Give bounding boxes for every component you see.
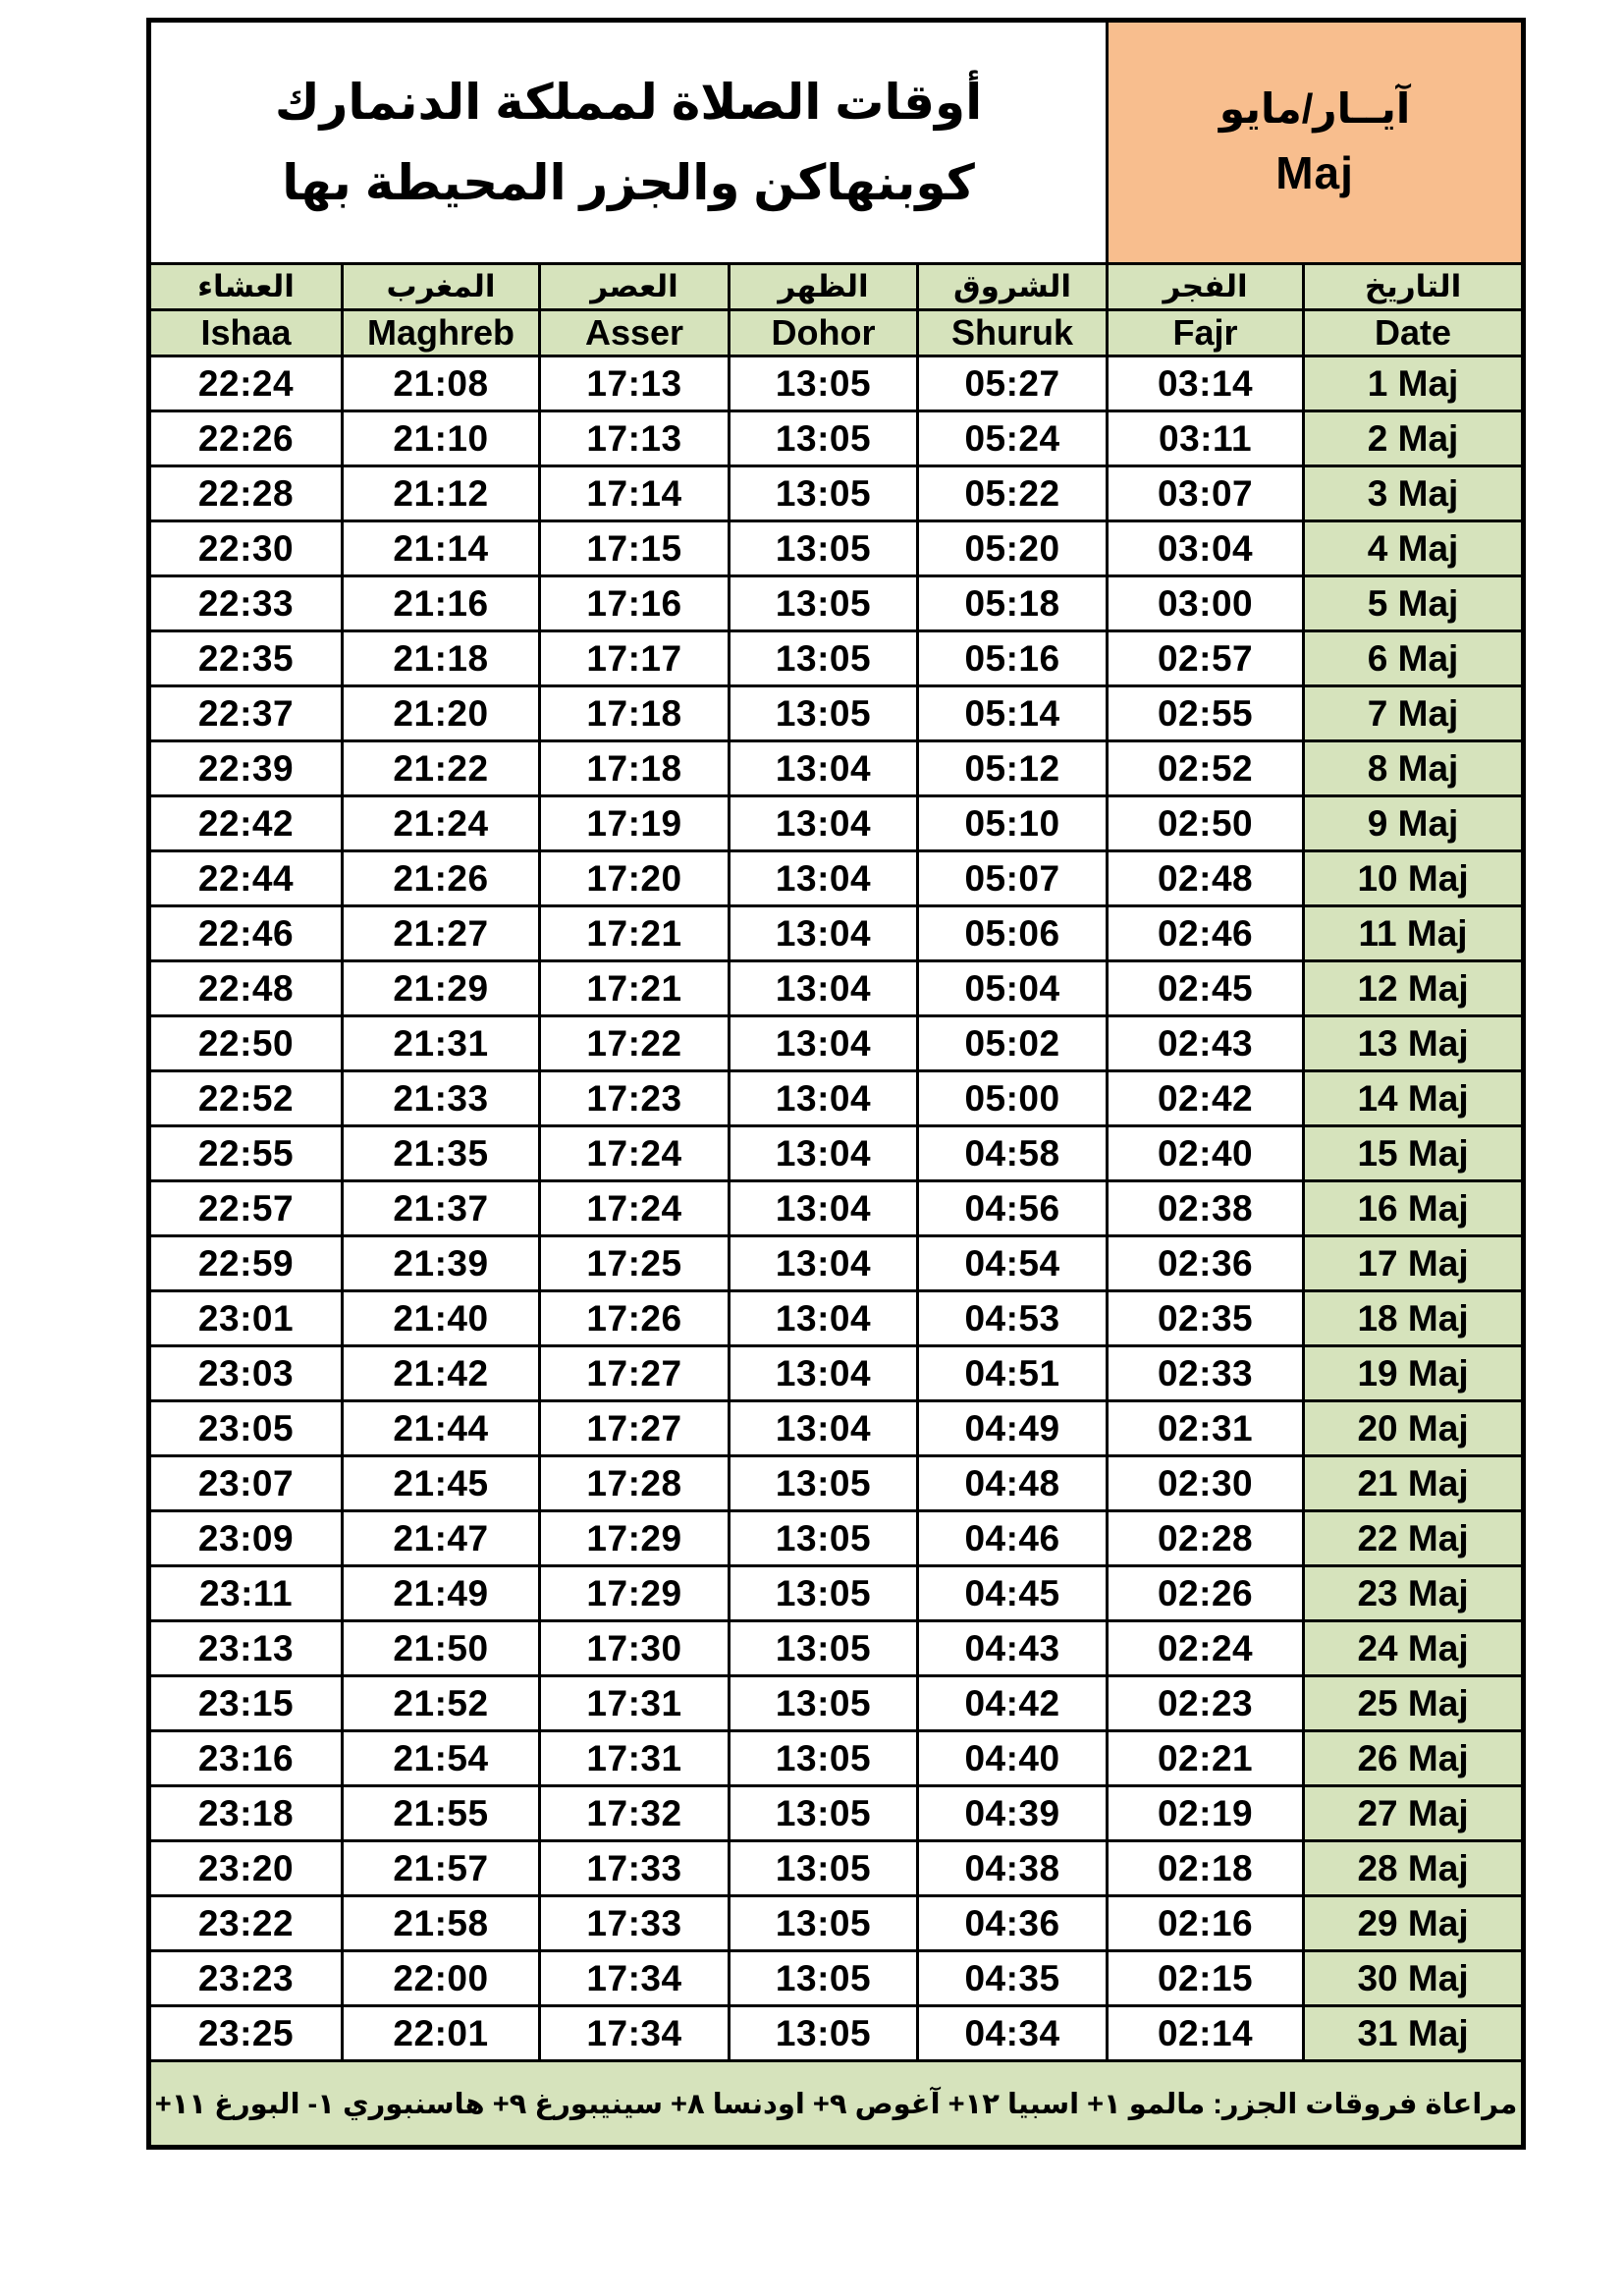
table-row: [149, 1896, 1524, 1951]
cell-maghreb: 21:20: [343, 686, 540, 741]
cell-shuruk: 04:38: [918, 1841, 1108, 1896]
header-arabic-ishaa: العشاء: [149, 264, 343, 310]
cell-ishaa: 22:57: [149, 1181, 343, 1236]
cell-date: 13 Maj: [1304, 1016, 1524, 1071]
cell-dohor: 13:05: [730, 1896, 918, 1951]
cell-asser: 17:24: [540, 1181, 730, 1236]
cell-asser: 17:31: [540, 1731, 730, 1786]
cell-shuruk: 04:58: [918, 1126, 1108, 1181]
cell-shuruk: 04:48: [918, 1456, 1108, 1511]
cell-dohor: 13:04: [730, 906, 918, 961]
header-english-ishaa: Ishaa: [149, 310, 343, 356]
cell-shuruk: 05:06: [918, 906, 1108, 961]
cell-ishaa: 22:50: [149, 1016, 343, 1071]
cell-asser: 17:33: [540, 1841, 730, 1896]
cell-shuruk: 05:14: [918, 686, 1108, 741]
cell-ishaa: 23:20: [149, 1841, 343, 1896]
table-row: [149, 356, 1524, 411]
cell-date: 3 Maj: [1304, 466, 1524, 521]
table-row: [149, 411, 1524, 466]
cell-asser: 17:14: [540, 466, 730, 521]
cell-date: 7 Maj: [1304, 686, 1524, 741]
table-row: [149, 466, 1524, 521]
cell-maghreb: 21:16: [343, 576, 540, 631]
cell-date: 10 Maj: [1304, 851, 1524, 906]
header-row-arabic: [149, 264, 1524, 310]
cell-date: 18 Maj: [1304, 1291, 1524, 1346]
cell-maghreb: 21:37: [343, 1181, 540, 1236]
table-row: [149, 1676, 1524, 1731]
cell-date: 20 Maj: [1304, 1401, 1524, 1456]
cell-asser: 17:18: [540, 686, 730, 741]
cell-ishaa: 22:42: [149, 796, 343, 851]
table-row: [149, 1181, 1524, 1236]
cell-maghreb: 21:27: [343, 906, 540, 961]
cell-dohor: 13:05: [730, 1511, 918, 1566]
cell-shuruk: 04:39: [918, 1786, 1108, 1841]
cell-ishaa: 23:18: [149, 1786, 343, 1841]
cell-date: 8 Maj: [1304, 741, 1524, 796]
cell-dohor: 13:05: [730, 1951, 918, 2006]
cell-maghreb: 21:57: [343, 1841, 540, 1896]
header-arabic-shuruk: الشروق: [918, 264, 1108, 310]
cell-maghreb: 21:08: [343, 356, 540, 411]
cell-asser: 17:22: [540, 1016, 730, 1071]
cell-fajr: 02:21: [1108, 1731, 1304, 1786]
cell-dohor: 13:05: [730, 2006, 918, 2061]
cell-shuruk: 04:42: [918, 1676, 1108, 1731]
cell-shuruk: 05:18: [918, 576, 1108, 631]
cell-ishaa: 22:59: [149, 1236, 343, 1291]
cell-fajr: 03:14: [1108, 356, 1304, 411]
cell-fajr: 02:50: [1108, 796, 1304, 851]
cell-date: 27 Maj: [1304, 1786, 1524, 1841]
cell-maghreb: 21:10: [343, 411, 540, 466]
cell-maghreb: 22:01: [343, 2006, 540, 2061]
cell-shuruk: 04:56: [918, 1181, 1108, 1236]
table-row: [149, 1511, 1524, 1566]
cell-date: 23 Maj: [1304, 1566, 1524, 1621]
prayer-times-table: [146, 18, 1526, 2150]
table-row: [149, 686, 1524, 741]
cell-dohor: 13:05: [730, 576, 918, 631]
cell-fajr: 02:24: [1108, 1621, 1304, 1676]
cell-ishaa: 22:52: [149, 1071, 343, 1126]
cell-maghreb: 21:55: [343, 1786, 540, 1841]
title-line-2: كوبنهاكن والجزر المحيطة بها: [282, 155, 975, 210]
cell-date: 17 Maj: [1304, 1236, 1524, 1291]
cell-fajr: 02:23: [1108, 1676, 1304, 1731]
table-title: [149, 21, 1108, 264]
cell-asser: 17:30: [540, 1621, 730, 1676]
header-english-asser: Asser: [540, 310, 730, 356]
cell-ishaa: 23:09: [149, 1511, 343, 1566]
cell-shuruk: 04:45: [918, 1566, 1108, 1621]
cell-date: 29 Maj: [1304, 1896, 1524, 1951]
cell-dohor: 13:04: [730, 1126, 918, 1181]
cell-fajr: 02:55: [1108, 686, 1304, 741]
cell-ishaa: 22:26: [149, 411, 343, 466]
header-arabic-asser: العصر: [540, 264, 730, 310]
cell-fajr: 02:36: [1108, 1236, 1304, 1291]
cell-date: 16 Maj: [1304, 1181, 1524, 1236]
cell-maghreb: 21:26: [343, 851, 540, 906]
cell-ishaa: 22:48: [149, 961, 343, 1016]
table-row: [149, 1236, 1524, 1291]
cell-maghreb: 21:31: [343, 1016, 540, 1071]
table-row: [149, 1731, 1524, 1786]
cell-asser: 17:26: [540, 1291, 730, 1346]
cell-shuruk: 04:49: [918, 1401, 1108, 1456]
cell-date: 22 Maj: [1304, 1511, 1524, 1566]
table-row: [149, 1456, 1524, 1511]
cell-shuruk: 05:12: [918, 741, 1108, 796]
cell-fajr: 02:52: [1108, 741, 1304, 796]
cell-fajr: 03:04: [1108, 521, 1304, 576]
cell-date: 28 Maj: [1304, 1841, 1524, 1896]
cell-maghreb: 21:54: [343, 1731, 540, 1786]
cell-fajr: 02:14: [1108, 2006, 1304, 2061]
cell-shuruk: 05:16: [918, 631, 1108, 686]
cell-maghreb: 21:45: [343, 1456, 540, 1511]
cell-asser: 17:29: [540, 1566, 730, 1621]
table-row: [149, 796, 1524, 851]
cell-dohor: 13:04: [730, 1401, 918, 1456]
header-english-shuruk: Shuruk: [918, 310, 1108, 356]
cell-dohor: 13:05: [730, 631, 918, 686]
cell-dohor: 13:05: [730, 1456, 918, 1511]
cell-asser: 17:21: [540, 906, 730, 961]
cell-dohor: 13:04: [730, 1236, 918, 1291]
table-row: [149, 1401, 1524, 1456]
cell-maghreb: 21:12: [343, 466, 540, 521]
cell-shuruk: 04:54: [918, 1236, 1108, 1291]
cell-maghreb: 21:18: [343, 631, 540, 686]
cell-dohor: 13:05: [730, 1676, 918, 1731]
title-row: [149, 21, 1524, 264]
cell-ishaa: 23:07: [149, 1456, 343, 1511]
cell-date: 4 Maj: [1304, 521, 1524, 576]
cell-fajr: 02:18: [1108, 1841, 1304, 1896]
cell-fajr: 02:28: [1108, 1511, 1304, 1566]
cell-ishaa: 22:37: [149, 686, 343, 741]
table-row: [149, 1291, 1524, 1346]
cell-maghreb: 21:29: [343, 961, 540, 1016]
cell-maghreb: 21:44: [343, 1401, 540, 1456]
header-arabic-fajr: الفجر: [1108, 264, 1304, 310]
header-row-english: [149, 310, 1524, 356]
header-arabic-dohor: الظهر: [730, 264, 918, 310]
cell-maghreb: 21:14: [343, 521, 540, 576]
cell-dohor: 13:04: [730, 961, 918, 1016]
table-row: [149, 2006, 1524, 2061]
cell-date: 30 Maj: [1304, 1951, 1524, 2006]
prayer-timetable-sheet: [146, 18, 1526, 2150]
cell-asser: 17:34: [540, 1951, 730, 2006]
cell-maghreb: 21:39: [343, 1236, 540, 1291]
cell-date: 5 Maj: [1304, 576, 1524, 631]
table-row: [149, 631, 1524, 686]
cell-shuruk: 04:35: [918, 1951, 1108, 2006]
cell-asser: 17:20: [540, 851, 730, 906]
cell-fajr: 02:19: [1108, 1786, 1304, 1841]
cell-fajr: 02:45: [1108, 961, 1304, 1016]
cell-fajr: 02:31: [1108, 1401, 1304, 1456]
cell-ishaa: 22:44: [149, 851, 343, 906]
cell-dohor: 13:05: [730, 1841, 918, 1896]
cell-dohor: 13:05: [730, 1731, 918, 1786]
cell-asser: 17:16: [540, 576, 730, 631]
cell-shuruk: 05:24: [918, 411, 1108, 466]
cell-ishaa: 23:13: [149, 1621, 343, 1676]
table-row: [149, 1016, 1524, 1071]
cell-fajr: 02:16: [1108, 1896, 1304, 1951]
cell-shuruk: 05:10: [918, 796, 1108, 851]
cell-dohor: 13:04: [730, 1346, 918, 1401]
cell-shuruk: 05:07: [918, 851, 1108, 906]
table-row: [149, 1786, 1524, 1841]
cell-maghreb: 21:33: [343, 1071, 540, 1126]
cell-ishaa: 23:11: [149, 1566, 343, 1621]
cell-ishaa: 22:55: [149, 1126, 343, 1181]
cell-asser: 17:33: [540, 1896, 730, 1951]
cell-date: 19 Maj: [1304, 1346, 1524, 1401]
cell-ishaa: 22:35: [149, 631, 343, 686]
cell-date: 2 Maj: [1304, 411, 1524, 466]
cell-dohor: 13:04: [730, 1181, 918, 1236]
cell-fajr: 03:00: [1108, 576, 1304, 631]
cell-maghreb: 21:52: [343, 1676, 540, 1731]
header-arabic-date: التاريخ: [1304, 264, 1524, 310]
cell-fajr: 03:11: [1108, 411, 1304, 466]
cell-maghreb: 21:35: [343, 1126, 540, 1181]
table-row: [149, 576, 1524, 631]
header-arabic-maghreb: المغرب: [343, 264, 540, 310]
cell-date: 25 Maj: [1304, 1676, 1524, 1731]
cell-shuruk: 05:04: [918, 961, 1108, 1016]
cell-asser: 17:31: [540, 1676, 730, 1731]
month-cell: [1108, 21, 1524, 264]
cell-dohor: 13:05: [730, 686, 918, 741]
cell-asser: 17:28: [540, 1456, 730, 1511]
cell-ishaa: 23:01: [149, 1291, 343, 1346]
cell-ishaa: 23:22: [149, 1896, 343, 1951]
table-row: [149, 741, 1524, 796]
cell-shuruk: 04:43: [918, 1621, 1108, 1676]
cell-date: 6 Maj: [1304, 631, 1524, 686]
cell-dohor: 13:04: [730, 851, 918, 906]
cell-date: 14 Maj: [1304, 1071, 1524, 1126]
month-name-latin: Maj: [1275, 147, 1354, 198]
cell-fajr: 02:57: [1108, 631, 1304, 686]
table-row: [149, 1346, 1524, 1401]
cell-shuruk: 05:20: [918, 521, 1108, 576]
cell-shuruk: 04:51: [918, 1346, 1108, 1401]
table-row: [149, 1126, 1524, 1181]
cell-fajr: 02:43: [1108, 1016, 1304, 1071]
cell-ishaa: 22:28: [149, 466, 343, 521]
table-row: [149, 906, 1524, 961]
cell-maghreb: 21:22: [343, 741, 540, 796]
cell-date: 11 Maj: [1304, 906, 1524, 961]
cell-maghreb: 21:49: [343, 1566, 540, 1621]
cell-maghreb: 21:40: [343, 1291, 540, 1346]
cell-maghreb: 21:24: [343, 796, 540, 851]
cell-dohor: 13:05: [730, 356, 918, 411]
cell-date: 12 Maj: [1304, 961, 1524, 1016]
table-row: [149, 1841, 1524, 1896]
table-row: [149, 1621, 1524, 1676]
cell-dohor: 13:04: [730, 741, 918, 796]
cell-ishaa: 23:16: [149, 1731, 343, 1786]
header-english-date: Date: [1304, 310, 1524, 356]
cell-dohor: 13:05: [730, 411, 918, 466]
cell-asser: 17:13: [540, 356, 730, 411]
cell-date: 1 Maj: [1304, 356, 1524, 411]
cell-date: 26 Maj: [1304, 1731, 1524, 1786]
cell-fajr: 02:48: [1108, 851, 1304, 906]
cell-fajr: 03:07: [1108, 466, 1304, 521]
cell-maghreb: 21:47: [343, 1511, 540, 1566]
cell-maghreb: 21:58: [343, 1896, 540, 1951]
cell-date: 21 Maj: [1304, 1456, 1524, 1511]
cell-shuruk: 04:34: [918, 2006, 1108, 2061]
cell-shuruk: 05:00: [918, 1071, 1108, 1126]
cell-ishaa: 23:25: [149, 2006, 343, 2061]
cell-asser: 17:13: [540, 411, 730, 466]
cell-asser: 17:21: [540, 961, 730, 1016]
cell-asser: 17:15: [540, 521, 730, 576]
cell-shuruk: 04:46: [918, 1511, 1108, 1566]
cell-dohor: 13:05: [730, 1566, 918, 1621]
cell-shuruk: 04:36: [918, 1896, 1108, 1951]
cell-date: 31 Maj: [1304, 2006, 1524, 2061]
cell-fajr: 02:33: [1108, 1346, 1304, 1401]
cell-shuruk: 05:27: [918, 356, 1108, 411]
cell-ishaa: 23:05: [149, 1401, 343, 1456]
header-english-dohor: Dohor: [730, 310, 918, 356]
table-row: [149, 1071, 1524, 1126]
cell-dohor: 13:05: [730, 521, 918, 576]
cell-dohor: 13:04: [730, 1291, 918, 1346]
table-row: [149, 521, 1524, 576]
footer-note: مراعاة فروقات الجزر: مالمو ١+ اسبيا ١٢+ آغوص ٩+ اودنسا ٨+ سينيبورغ ٩+ هاسنبوري ١- البورغ ١١+: [149, 2061, 1524, 2148]
cell-ishaa: 22:33: [149, 576, 343, 631]
cell-ishaa: 22:39: [149, 741, 343, 796]
month-name-arabic: آيــار/مايو: [1218, 85, 1411, 132]
cell-fajr: 02:42: [1108, 1071, 1304, 1126]
cell-fajr: 02:30: [1108, 1456, 1304, 1511]
header-english-fajr: Fajr: [1108, 310, 1304, 356]
cell-ishaa: 22:24: [149, 356, 343, 411]
cell-asser: 17:27: [540, 1401, 730, 1456]
cell-asser: 17:24: [540, 1126, 730, 1181]
cell-fajr: 02:26: [1108, 1566, 1304, 1621]
cell-shuruk: 04:53: [918, 1291, 1108, 1346]
cell-dohor: 13:04: [730, 1071, 918, 1126]
cell-asser: 17:32: [540, 1786, 730, 1841]
cell-shuruk: 04:40: [918, 1731, 1108, 1786]
cell-fajr: 02:40: [1108, 1126, 1304, 1181]
cell-date: 9 Maj: [1304, 796, 1524, 851]
cell-fajr: 02:46: [1108, 906, 1304, 961]
cell-dohor: 13:05: [730, 1786, 918, 1841]
cell-fajr: 02:15: [1108, 1951, 1304, 2006]
table-row: [149, 851, 1524, 906]
header-english-maghreb: Maghreb: [343, 310, 540, 356]
cell-asser: 17:23: [540, 1071, 730, 1126]
cell-ishaa: 23:03: [149, 1346, 343, 1401]
cell-dohor: 13:05: [730, 1621, 918, 1676]
cell-asser: 17:25: [540, 1236, 730, 1291]
cell-date: 15 Maj: [1304, 1126, 1524, 1181]
cell-asser: 17:17: [540, 631, 730, 686]
cell-dohor: 13:04: [730, 796, 918, 851]
cell-dohor: 13:05: [730, 466, 918, 521]
cell-fajr: 02:38: [1108, 1181, 1304, 1236]
cell-asser: 17:19: [540, 796, 730, 851]
cell-fajr: 02:35: [1108, 1291, 1304, 1346]
cell-dohor: 13:04: [730, 1016, 918, 1071]
cell-maghreb: 21:42: [343, 1346, 540, 1401]
cell-ishaa: 23:15: [149, 1676, 343, 1731]
table-row: [149, 1951, 1524, 2006]
cell-asser: 17:29: [540, 1511, 730, 1566]
cell-date: 24 Maj: [1304, 1621, 1524, 1676]
cell-maghreb: 21:50: [343, 1621, 540, 1676]
cell-asser: 17:18: [540, 741, 730, 796]
cell-maghreb: 22:00: [343, 1951, 540, 2006]
cell-shuruk: 05:22: [918, 466, 1108, 521]
cell-asser: 17:27: [540, 1346, 730, 1401]
footer-row: [149, 2061, 1524, 2148]
table-row: [149, 961, 1524, 1016]
cell-ishaa: 22:46: [149, 906, 343, 961]
cell-ishaa: 22:30: [149, 521, 343, 576]
cell-asser: 17:34: [540, 2006, 730, 2061]
cell-ishaa: 23:23: [149, 1951, 343, 2006]
cell-shuruk: 05:02: [918, 1016, 1108, 1071]
table-row: [149, 1566, 1524, 1621]
title-line-1: أوقات الصلاة لمملكة الدنمارك: [274, 74, 983, 130]
